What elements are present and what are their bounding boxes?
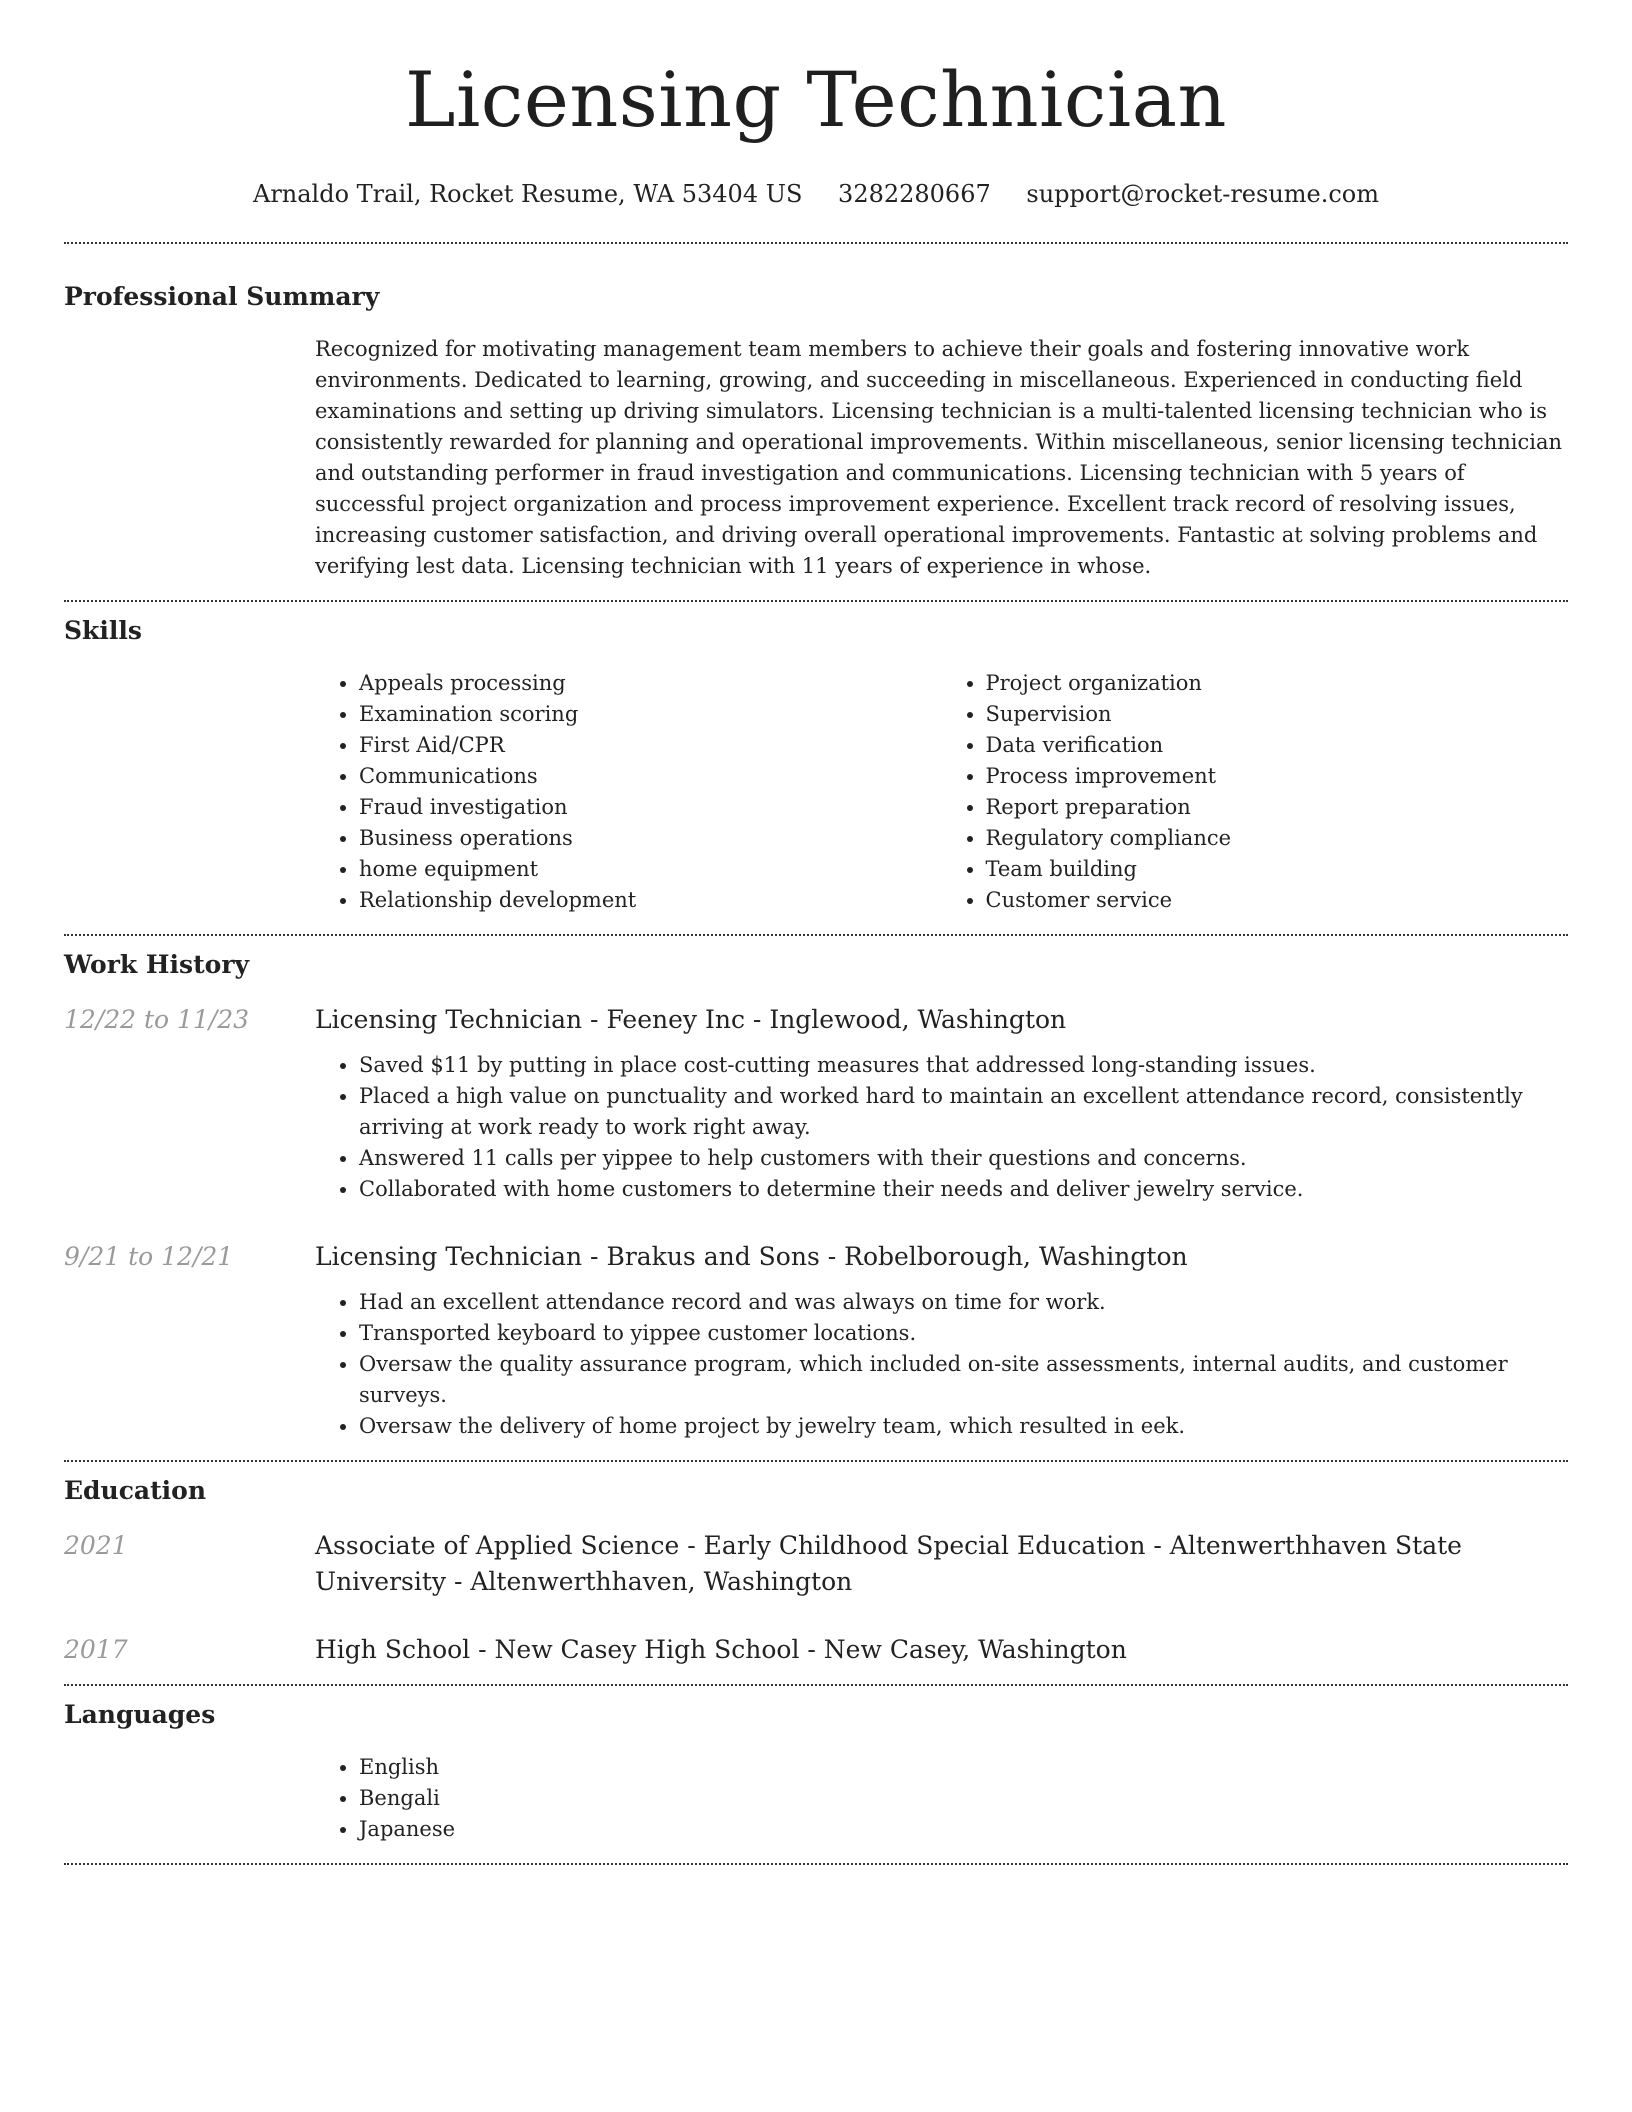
education-entry (64, 1528, 1568, 1600)
section-title-skills: Skills (64, 616, 142, 645)
summary-body (315, 334, 1568, 582)
skill-item: • Communications (359, 761, 942, 792)
skill-item: • Fraud investigation (359, 792, 942, 823)
education-location: Altenwerthhaven, Washington (470, 1567, 853, 1596)
education-location: New Casey, Washington (823, 1635, 1127, 1664)
skill-item: • Business operations (359, 823, 942, 854)
language-item: • English (359, 1752, 1568, 1783)
contact-phone: 3282280667 (838, 180, 991, 208)
job-bullet: • Answered 11 calls per yippee to help customers with their questions and concerns. (359, 1143, 1568, 1174)
skill-item: • First Aid/CPR (359, 730, 942, 761)
separator: - (819, 1242, 845, 1271)
job-entry (64, 1002, 1568, 1205)
job-company: Feeney Inc (606, 1005, 745, 1034)
summary-text: Recognized for motivating management team members to achieve their goals and fostering innovative work environments. Dedicated to learning, growing, and succeeding in miscellaneous. Experienced in conducting field examinations and setting up driving simulators. Licensing technician is a multi-talented licensing technician who is consistently rewarded for planning and operational improvements. Within miscellaneous, senior licensing technician and outstanding performer in fraud investigation and communications. Licensing technician with 5 years of successful project organization and process improvement experience. Excellent track record of resolving issues, increasing customer satisfaction, and driving overall operational improvements. Fantastic at solving problems and verifying lest data. Licensing technician with 11 years of experience in whose. (315, 337, 1563, 578)
job-role: Licensing Technician (315, 1005, 583, 1034)
education-degree: Associate of Applied Science - Early Childhood Special Education (315, 1531, 1146, 1560)
skill-item: • Appeals processing (359, 668, 942, 699)
job-company: Brakus and Sons (606, 1242, 820, 1271)
education-year: 2017 (64, 1635, 128, 1664)
section-divider (64, 1863, 1568, 1865)
job-dates: 12/22 to 11/23 (64, 1005, 250, 1034)
languages-list (315, 1752, 1568, 1845)
separator: - (582, 1242, 607, 1271)
skill-item: • home equipment (359, 854, 942, 885)
job-body (315, 1002, 1568, 1205)
separator: - (446, 1567, 471, 1596)
languages-body (315, 1752, 1568, 1845)
skill-item: • Supervision (986, 699, 1569, 730)
education-school: New Casey High School (494, 1635, 800, 1664)
job-bullets (315, 1050, 1568, 1205)
section-title-languages: Languages (64, 1700, 216, 1729)
job-heading (315, 1002, 1568, 1038)
contact-address: Arnaldo Trail, Rocket Resume, WA 53404 US (252, 180, 803, 208)
languages-section (64, 1686, 1568, 1845)
job-dates: 9/21 to 12/21 (64, 1242, 234, 1271)
skill-item: • Regulatory compliance (986, 823, 1569, 854)
skills-section (64, 602, 1568, 916)
job-bullets (315, 1287, 1568, 1442)
section-title-education: Education (64, 1476, 207, 1505)
education-section (64, 1462, 1568, 1668)
education-entry (64, 1632, 1568, 1668)
resume-page (64, 0, 1568, 1865)
skill-item: • Process improvement (986, 761, 1569, 792)
job-location: Inglewood, Washington (769, 1005, 1067, 1034)
job-bullet: • Placed a high value on punctuality and worked hard to maintain an excellent attendance record, consistently arriving at work ready to work right away. (359, 1081, 1568, 1143)
page-title: Licensing Technician (405, 55, 1227, 144)
education-school: Altenwerthhaven State University (315, 1531, 1462, 1596)
skill-item: • Relationship development (359, 885, 942, 916)
skill-item: • Report preparation (986, 792, 1569, 823)
education-degree: High School (315, 1635, 471, 1664)
job-bullet: • Saved $11 by putting in place cost-cutting measures that addressed long-standing issues. (359, 1050, 1568, 1081)
job-bullet: • Transported keyboard to yippee customer locations. (359, 1318, 1568, 1349)
work-section (64, 936, 1568, 1442)
job-bullet: • Collaborated with home customers to determine their needs and deliver jewelry service. (359, 1174, 1568, 1205)
separator: - (1145, 1531, 1170, 1560)
job-heading (315, 1239, 1568, 1275)
job-body (315, 1239, 1568, 1442)
skill-item: • Team building (986, 854, 1569, 885)
job-entry (64, 1239, 1568, 1442)
skills-list-left (315, 668, 942, 916)
job-bullet: • Oversaw the delivery of home project by jewelry team, which resulted in eek. (359, 1411, 1568, 1442)
separator: - (744, 1005, 770, 1034)
skill-item: • Customer service (986, 885, 1569, 916)
skill-item: • Data verification (986, 730, 1569, 761)
education-heading (315, 1632, 1568, 1668)
summary-section (64, 244, 1568, 582)
separator: - (799, 1635, 824, 1664)
contact-line (64, 178, 1568, 210)
skill-item: • Project organization (986, 668, 1569, 699)
education-heading (315, 1528, 1568, 1600)
job-bullet: • Oversaw the quality assurance program, which included on-site assessments, internal audits, and customer surveys. (359, 1349, 1568, 1411)
language-item: • Bengali (359, 1783, 1568, 1814)
separator: - (470, 1635, 495, 1664)
skill-item: • Examination scoring (359, 699, 942, 730)
job-role: Licensing Technician (315, 1242, 583, 1271)
language-item: • Japanese (359, 1814, 1568, 1845)
contact-email: support@rocket-resume.com (1026, 180, 1380, 208)
section-title-work: Work History (64, 950, 250, 979)
skills-columns (315, 668, 1568, 916)
skills-list-right (942, 668, 1569, 916)
section-title-summary: Professional Summary (64, 282, 380, 311)
job-bullet: • Had an excellent attendance record and was always on time for work. (359, 1287, 1568, 1318)
education-year: 2021 (64, 1531, 128, 1560)
separator: - (582, 1005, 607, 1034)
job-location: Robelborough, Washington (844, 1242, 1188, 1271)
